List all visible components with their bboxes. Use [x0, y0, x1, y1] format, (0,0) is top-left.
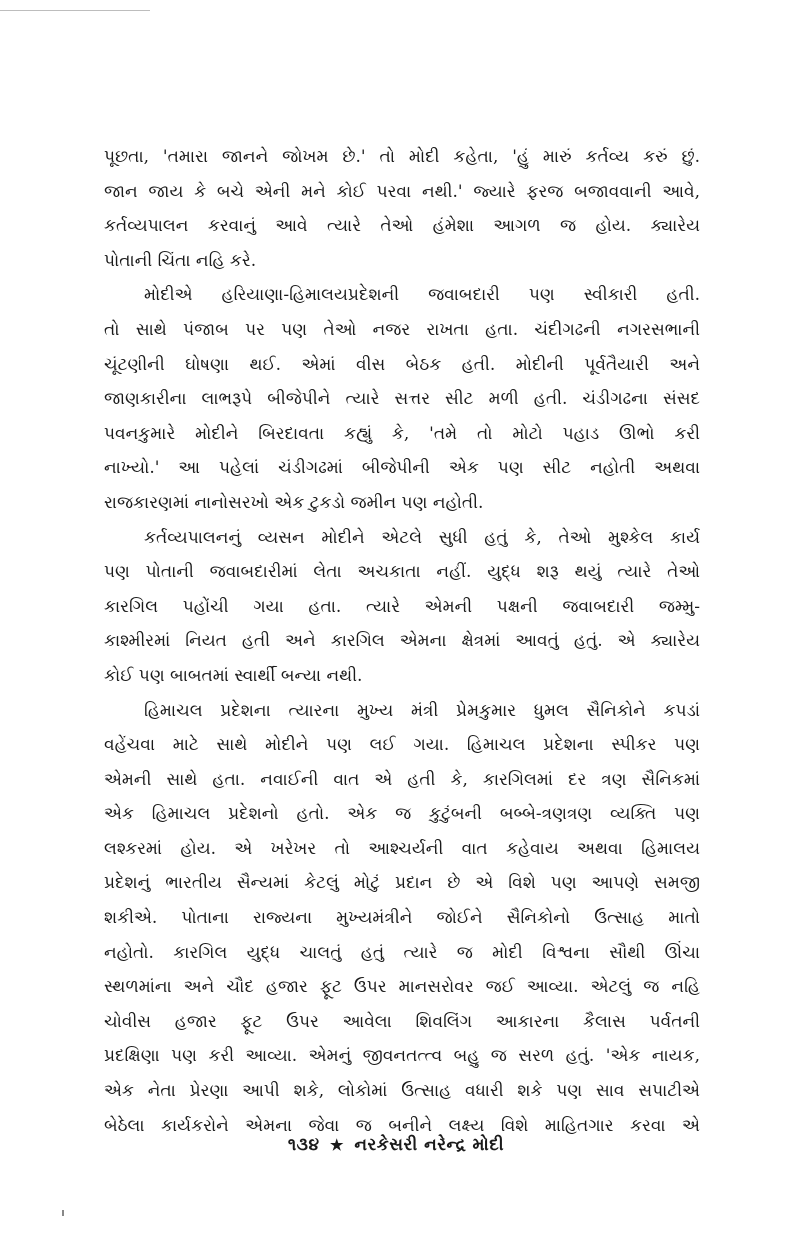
page-footer: [0, 1135, 792, 1155]
text-line: પોતાની ચિંતા નહિ કરે.: [104, 250, 257, 271]
page-body: [104, 140, 700, 1143]
text-line: તો સાથે પંજાબ પર પણ તેઓ નજર રાખતા હતા. ચંદીગઢની નગરસભાની: [104, 319, 700, 340]
paragraph-1: [104, 140, 700, 278]
text-line: હિમાચલ પ્રદેશના ત્યારના મુખ્ય મંત્રી પ્રેમકુમાર ધુમલ સૈનિકોને કપડાં: [144, 700, 700, 721]
scan-mark: [62, 1210, 64, 1216]
text-line: બેઠેલા કાર્યકરોને એમના જેવા જ બનીને લક્ષ્ય વિશે માહિતગાર કરવા એ: [104, 1115, 700, 1136]
paragraph-3: [104, 521, 700, 694]
text-line: કર્તવ્યપાલન કરવાનું આવે ત્યારે તેઓ હંમેશા આગળ જ હોય. ક્યારેય: [104, 216, 700, 237]
paragraph-4: [104, 694, 700, 1144]
text-line: જાણકારીના લાભરૂપે બીજેપીને ત્યારે સત્તર સીટ મળી હતી. ચંડીગઢના સંસદ: [104, 389, 700, 410]
page-number: ૧૩૪: [287, 1135, 320, 1155]
text-line: પવનકુમારે મોદીને બિરદાવતા કહ્યું કે, 'તમે તો મોટો પહાડ ઊભો કરી: [104, 423, 700, 444]
text-line: ચોવીસ હજાર ફૂટ ઉપર આવેલા શિવલિંગ આકારના કૈલાસ પર્વતની: [104, 1011, 700, 1032]
paragraph-2: [104, 278, 700, 520]
text-line: ચૂંટણીની ઘોષણા થઈ. એમાં વીસ બેઠક હતી. મોદીની પૂર્વતૈયારી અને: [104, 354, 700, 375]
text-line: પ્રદક્ષિણા પણ કરી આવ્યા. એમનું જીવનતત્ત્વ બહુ જ સરળ હતું. 'એક નાયક,: [104, 1046, 700, 1067]
text-line: એમની સાથે હતા. નવાઈની વાત એ હતી કે, કારગિલમાં દર ત્રણ સૈનિકમાં: [104, 769, 700, 790]
text-line: પ્રદેશનું ભારતીય સૈન્યમાં કેટલું મોટું પ્રદાન છે એ વિશે પણ આપણે સમજી: [104, 873, 700, 894]
text-line: સ્થળમાંના અને ચૌદ હજાર ફૂટ ઉપર માનસરોવર જઈ આવ્યા. એટલું જ નહિ: [104, 977, 700, 998]
text-line: કર્તવ્યપાલનનું વ્યસન મોદીને એટલે સુધી હતું કે, તેઓ મુશ્કેલ કાર્ય: [144, 527, 700, 548]
text-line: વહેંચવા માટે સાથે મોદીને પણ લઈ ગયા. હિમાચલ પ્રદેશના સ્પીકર પણ: [104, 735, 700, 756]
text-line: કાશ્મીરમાં નિયત હતી અને કારગિલ એમના ક્ષેત્રમાં આવતું હતું. એ ક્યારેય: [104, 631, 700, 652]
text-line: રાજકારણમાં નાનોસરખો એક ટુકડો જમીન પણ નહોતી.: [104, 492, 484, 513]
book-title: નરકેસરી નરેન્દ્ર મોદી: [354, 1135, 505, 1155]
text-line: પણ પોતાની જવાબદારીમાં લેતા અચકાતા નહીં. યુદ્ધ શરૂ થયું ત્યારે તેઓ: [104, 562, 700, 583]
text-line: જાન જાય કે બચે એની મને કોઈ પરવા નથી.' જ્યારે ફરજ બજાવવાની આવે,: [104, 181, 700, 202]
text-line: નહોતો. કારગિલ યુદ્ધ ચાલતું હતું ત્યારે જ મોદી વિશ્વના સૌથી ઊંચા: [104, 942, 700, 963]
text-line: લશ્કરમાં હોય. એ ખરેખર તો આશ્ચર્યની વાત કહેવાય અથવા હિમાલય: [104, 838, 700, 859]
star-icon: ★: [329, 1136, 344, 1154]
text-line: કોઈ પણ બાબતમાં સ્વાર્થી બન્યા નથી.: [104, 665, 363, 686]
text-line: મોદીએ હરિયાણા-હિમાલયપ્રદેશની જવાબદારી પણ સ્વીકારી હતી.: [144, 285, 700, 306]
text-line: પૂછતા, 'તમારા જાનને જોખમ છે.' તો મોદી કહેતા, 'હું મારું કર્તવ્ય કરું છું.: [104, 147, 700, 167]
text-line: શકીએ. પોતાના રાજ્યના મુખ્યમંત્રીને જોઈને સૈનિકોનો ઉત્સાહ માતો: [104, 908, 700, 929]
text-line: એક હિમાચલ પ્રદેશનો હતો. એક જ કુટુંબની બબ્બે-ત્રણત્રણ વ્યક્તિ પણ: [104, 804, 700, 825]
text-line: નાખ્યો.' આ પહેલાં ચંડીગઢમાં બીજેપીની એક પણ સીટ નહોતી અથવા: [104, 458, 700, 479]
top-rule: [0, 10, 150, 11]
text-line: એક નેતા પ્રેરણા આપી શકે, લોકોમાં ઉત્સાહ વધારી શકે પણ સાવ સપાટીએ: [104, 1081, 700, 1102]
text-line: કારગિલ પહોંચી ગયા હતા. ત્યારે એમની પક્ષની જવાબદારી જમ્મુ-: [104, 596, 700, 617]
